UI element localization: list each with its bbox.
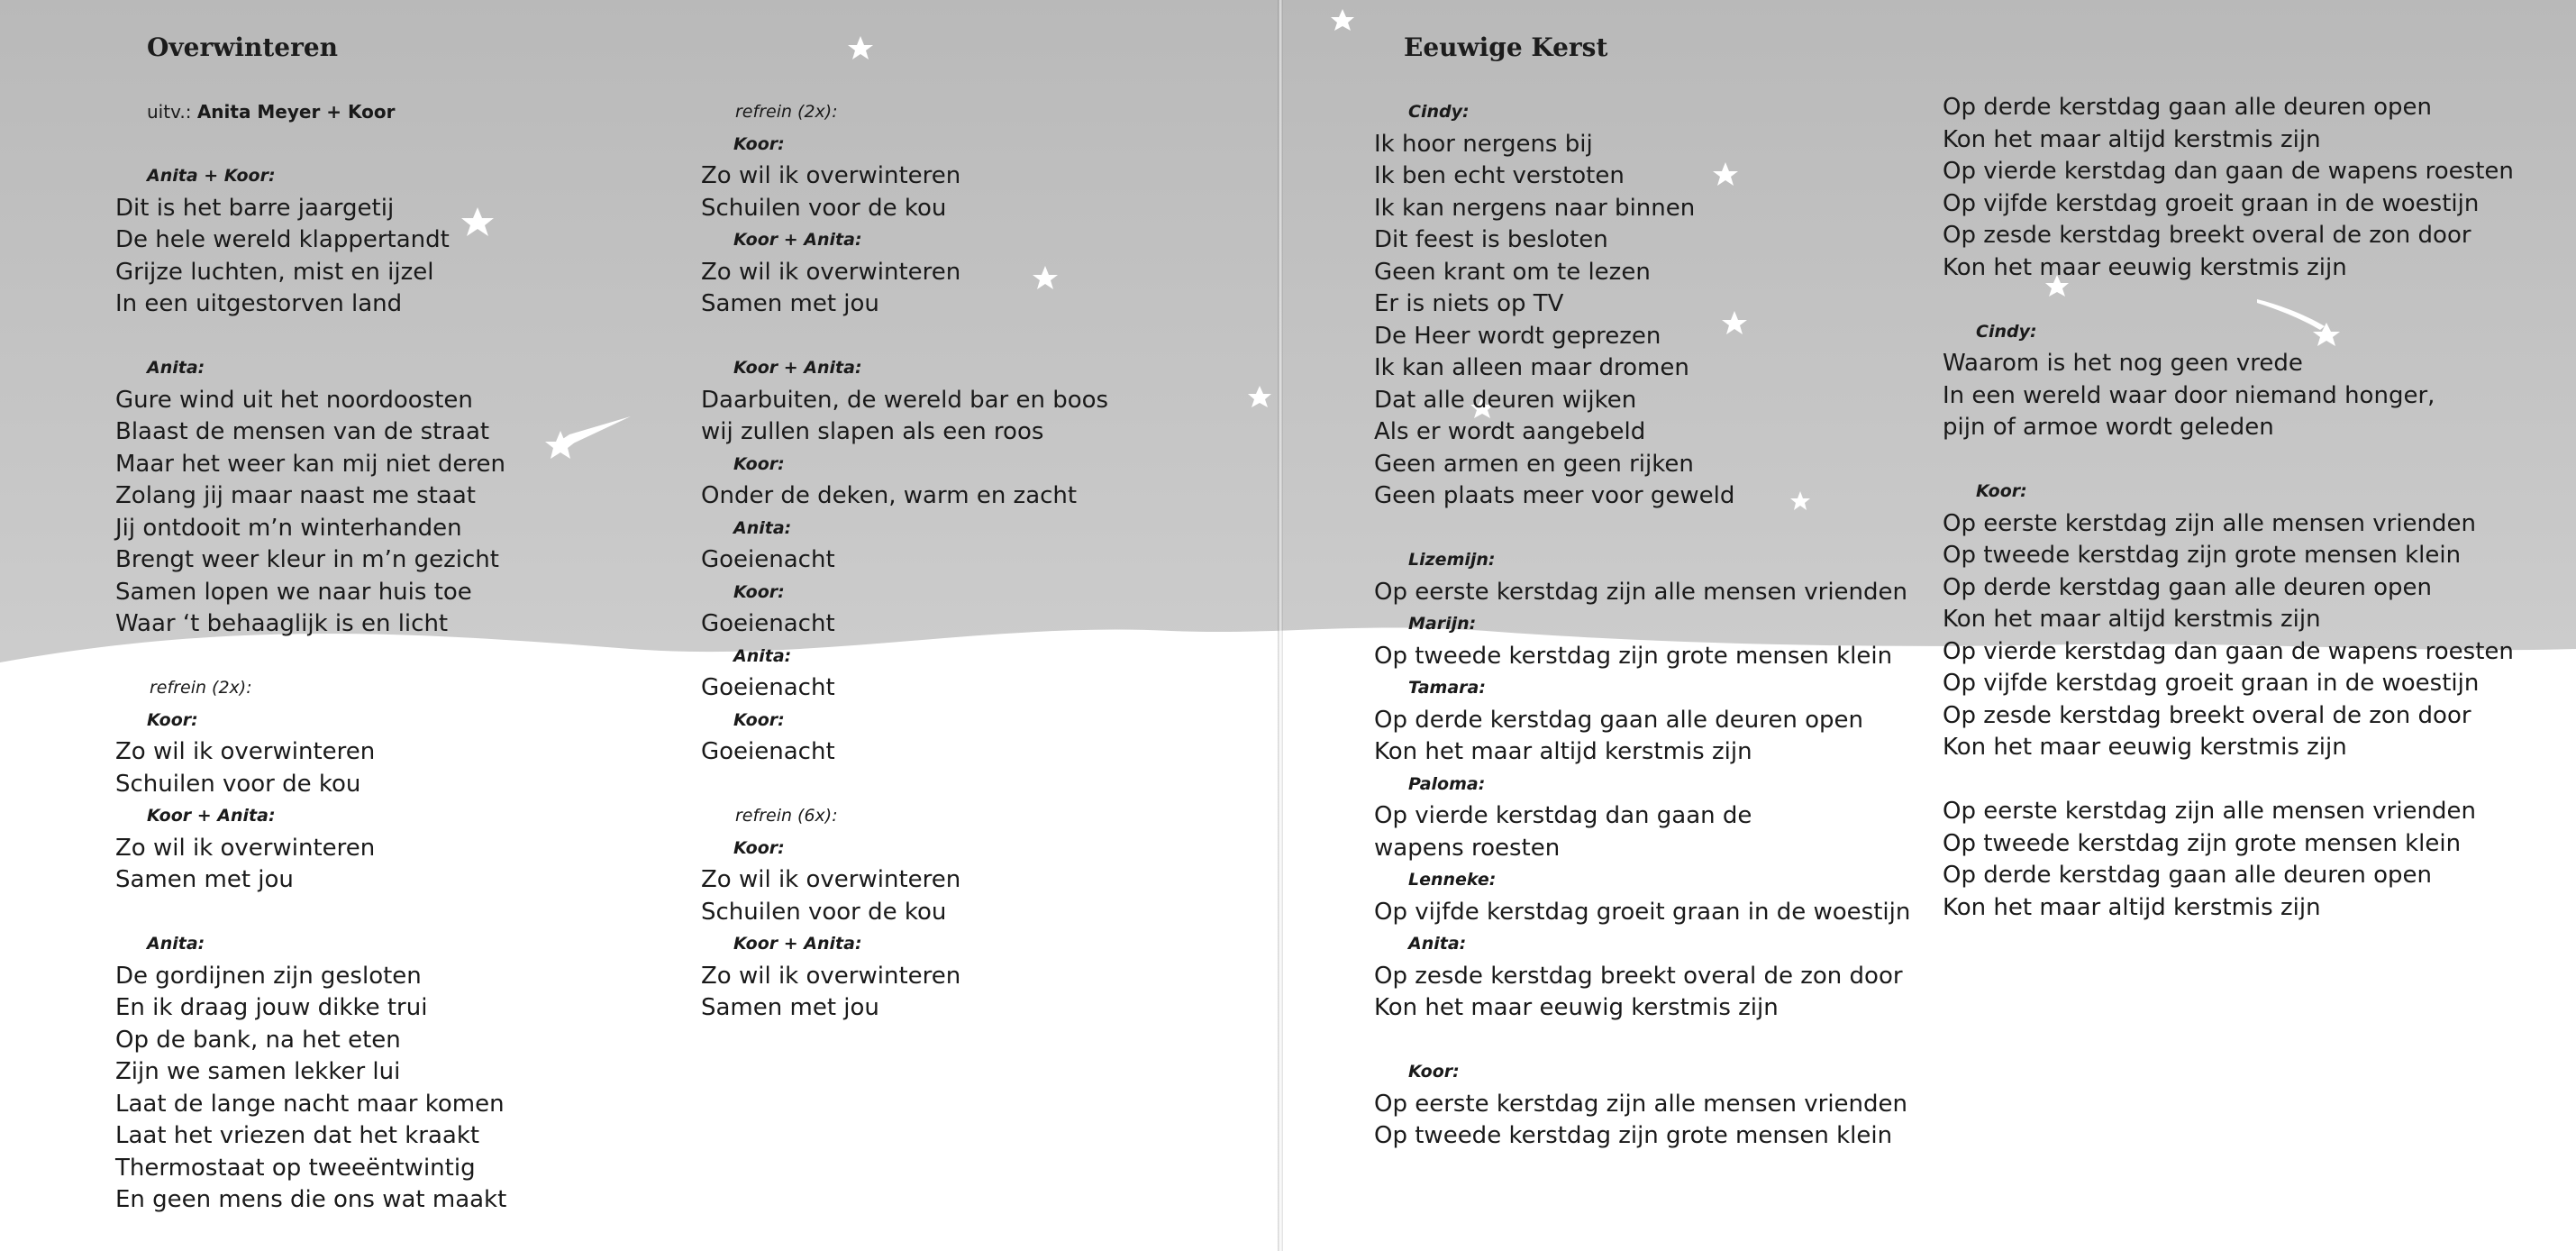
- lyric-line: In een wereld waar door niemand honger,: [1943, 381, 2435, 409]
- lyric-line: Goeienacht: [701, 738, 835, 765]
- singer-label: Koor + Anita:: [733, 934, 862, 954]
- credit-prefix: uitv.:: [147, 101, 192, 123]
- lyric-line: Op derde kerstdag gaan alle deuren open: [1943, 94, 2432, 121]
- lyric-line: Laat de lange nacht maar komen: [115, 1090, 505, 1118]
- lyric-line: Op eerste kerstdag zijn alle mensen vrienden: [1374, 578, 1907, 606]
- stanza-gap: [1943, 284, 2514, 316]
- lyric-line: Op vierde kerstdag dan gaan de: [1374, 802, 1752, 829]
- refrain-label: refrein (2x):: [735, 102, 838, 122]
- lyric-line: Op vierde kerstdag dan gaan de wapens roesten: [1943, 158, 2514, 185]
- lyric-line: Kon het maar eeuwig kerstmis zijn: [1374, 994, 1779, 1021]
- singer-label: Marijn:: [1408, 614, 1477, 634]
- lyric-line: Brengt weer kleur in m’n gezicht: [115, 546, 499, 573]
- lyric-line: Zolang jij maar naast me staat: [115, 482, 476, 509]
- stanza-gap: [1943, 764, 2514, 797]
- singer-label: Paloma:: [1408, 773, 1486, 794]
- lyric-line: Geen plaats meer voor geweld: [1374, 482, 1735, 509]
- lyrics-column-left-1: [115, 160, 506, 1217]
- singer-label: Koor + Anita:: [147, 806, 276, 826]
- singer-label: Koor + Anita:: [733, 230, 862, 250]
- lyric-line: pijn of armoe wordt geleden: [1943, 414, 2274, 441]
- lyric-line: Ik kan nergens naar binnen: [1374, 194, 1696, 222]
- stanza-gap: [1374, 1025, 1910, 1057]
- lyric-line: Op tweede kerstdag zijn grote mensen klein: [1374, 642, 1893, 670]
- singer-label: Koor:: [733, 581, 785, 602]
- lyric-line: Op tweede kerstdag zijn grote mensen klein: [1374, 1122, 1893, 1149]
- lyric-line: Geen krant om te lezen: [1374, 258, 1651, 286]
- lyric-line: Zo wil ik overwinteren: [701, 866, 961, 893]
- credit-name: Anita Meyer + Koor: [196, 101, 396, 123]
- lyric-line: Zo wil ik overwinteren: [701, 962, 961, 990]
- singer-label: Cindy:: [1976, 321, 2037, 342]
- lyric-line: Daarbuiten, de wereld bar en boos: [701, 386, 1109, 414]
- lyric-line: Op eerste kerstdag zijn alle mensen vrienden: [1943, 509, 2476, 537]
- lyric-line: Kon het maar eeuwig kerstmis zijn: [1943, 734, 2347, 761]
- lyric-line: Goeienacht: [701, 546, 835, 573]
- lyrics-column-right-1: [1374, 96, 1910, 1153]
- singer-label: Lizemijn:: [1408, 550, 1496, 570]
- stanza-gap: [1943, 444, 2514, 477]
- singer-label: Cindy:: [1408, 102, 1470, 122]
- singer-label: Koor:: [733, 709, 785, 730]
- lyric-line: Samen met jou: [701, 290, 879, 317]
- singer-label: Koor:: [733, 837, 785, 858]
- lyrics-column-left-2: [701, 96, 1108, 1025]
- lyric-line: Grijze luchten, mist en ijzel: [115, 258, 434, 286]
- stanza-gap: [115, 321, 506, 353]
- lyric-line: Kon het maar altijd kerstmis zijn: [1374, 738, 1752, 765]
- lyric-line: Kon het maar altijd kerstmis zijn: [1943, 893, 2321, 921]
- lyric-line: Ik kan alleen maar dromen: [1374, 354, 1689, 381]
- lyric-line: Waar ‘t behaaglijk is en licht: [115, 610, 449, 637]
- lyric-line: Als er wordt aangebeld: [1374, 418, 1646, 445]
- lyric-line: Op zesde kerstdag breekt overal de zon door: [1943, 222, 2471, 249]
- singer-label: Koor:: [733, 453, 785, 474]
- lyric-line: Ik ben echt verstoten: [1374, 162, 1625, 189]
- lyric-line: Dat alle deuren wijken: [1374, 386, 1637, 414]
- lyric-line: Zo wil ik overwinteren: [701, 258, 961, 286]
- lyric-line: Jij ontdooit m’n winterhanden: [115, 514, 462, 542]
- lyric-line: Op tweede kerstdag zijn grote mensen klein: [1943, 829, 2462, 857]
- lyric-line: Dit feest is besloten: [1374, 226, 1608, 253]
- lyric-line: Op zesde kerstdag breekt overal de zon door: [1943, 701, 2471, 729]
- singer-label: Anita:: [733, 517, 792, 538]
- lyric-line: Er is niets op TV: [1374, 290, 1564, 317]
- lyric-line: wij zullen slapen als een roos: [701, 418, 1044, 445]
- singer-label: Anita:: [147, 934, 205, 954]
- lyric-line: Op eerste kerstdag zijn alle mensen vrienden: [1374, 1090, 1907, 1118]
- lyric-line: Op derde kerstdag gaan alle deuren open: [1943, 573, 2432, 601]
- song-title-eeuwige-kerst: Eeuwige Kerst: [1404, 32, 1608, 62]
- lyric-line: Schuilen voor de kou: [115, 770, 361, 798]
- singer-label: Koor:: [147, 709, 198, 730]
- lyric-line: In een uitgestorven land: [115, 290, 403, 317]
- stanza-gap: [1374, 513, 1910, 545]
- lyric-line: De gordijnen zijn gesloten: [115, 962, 422, 990]
- lyric-line: De hele wereld klappertandt: [115, 226, 450, 253]
- lyric-line: Zo wil ik overwinteren: [115, 834, 376, 862]
- refrain-label: refrein (2x):: [150, 678, 252, 698]
- lyric-line: Kon het maar altijd kerstmis zijn: [1943, 125, 2321, 153]
- lyric-line: Ik hoor nergens bij: [1374, 130, 1593, 158]
- lyric-line: Op tweede kerstdag zijn grote mensen klein: [1943, 542, 2462, 569]
- lyric-line: En geen mens die ons wat maakt: [115, 1186, 507, 1213]
- singer-label: Koor + Anita:: [733, 358, 862, 378]
- credit-line: [147, 96, 396, 129]
- lyric-line: Onder de deken, warm en zacht: [701, 482, 1078, 509]
- singer-label: Tamara:: [1408, 678, 1486, 698]
- singer-label: Anita + Koor:: [147, 166, 276, 186]
- singer-label: Anita:: [1408, 934, 1467, 954]
- lyrics-column-right-2: [1943, 92, 2514, 924]
- singer-label: Anita:: [733, 645, 792, 666]
- singer-label: Koor:: [1976, 481, 2027, 501]
- song-title-overwinteren: Overwinteren: [147, 32, 338, 62]
- lyric-line: Samen met jou: [115, 866, 294, 893]
- lyric-line: Goeienacht: [701, 610, 835, 637]
- lyric-line: Samen lopen we naar huis toe: [115, 578, 472, 606]
- lyric-line: Zo wil ik overwinteren: [115, 738, 376, 765]
- lyric-line: Op derde kerstdag gaan alle deuren open: [1943, 862, 2432, 889]
- lyric-line: Kon het maar eeuwig kerstmis zijn: [1943, 253, 2347, 281]
- page-fold: [1278, 0, 1283, 1251]
- lyric-line: Dit is het barre jaargetij: [115, 194, 395, 222]
- lyric-line: Schuilen voor de kou: [701, 898, 947, 926]
- lyric-line: Geen armen en geen rijken: [1374, 450, 1694, 478]
- lyric-line: Schuilen voor de kou: [701, 194, 947, 222]
- stanza-gap: [115, 897, 506, 929]
- lyric-line: Zijn we samen lekker lui: [115, 1058, 401, 1085]
- lyric-line: Op vijfde kerstdag groeit graan in de woestijn: [1943, 670, 2480, 697]
- singer-label: Lenneke:: [1408, 870, 1497, 890]
- lyric-line: Kon het maar altijd kerstmis zijn: [1943, 606, 2321, 633]
- singer-label: Koor:: [733, 133, 785, 154]
- lyric-line: Op vijfde kerstdag groeit graan in de woestijn: [1943, 189, 2480, 217]
- lyric-line: Waarom is het nog geen vrede: [1943, 350, 2303, 377]
- lyric-line: Blaast de mensen van de straat: [115, 418, 490, 445]
- lyric-line: Gure wind uit het noordoosten: [115, 386, 473, 414]
- singer-label: Anita:: [147, 358, 205, 378]
- stanza-gap: [115, 641, 506, 673]
- lyric-line: Samen met jou: [701, 994, 879, 1021]
- lyric-line: Maar het weer kan mij niet deren: [115, 450, 505, 478]
- lyric-line: De Heer wordt geprezen: [1374, 322, 1661, 350]
- lyric-line: Op vijfde kerstdag groeit graan in de woestijn: [1374, 898, 1911, 926]
- lyric-line: Laat het vriezen dat het kraakt: [115, 1122, 480, 1149]
- lyric-line: Zo wil ik overwinteren: [701, 162, 961, 189]
- lyric-line: Op vierde kerstdag dan gaan de wapens roesten: [1943, 637, 2514, 665]
- lyric-line: Op eerste kerstdag zijn alle mensen vrienden: [1943, 798, 2476, 825]
- lyric-line: En ik draag jouw dikke trui: [115, 994, 428, 1021]
- lyric-line: Op zesde kerstdag breekt overal de zon door: [1374, 962, 1903, 990]
- lyric-line: Thermostaat op tweeëntwintig: [115, 1154, 476, 1182]
- stanza-gap: [701, 769, 1108, 801]
- lyric-line: Op de bank, na het eten: [115, 1026, 401, 1054]
- singer-label: Koor:: [1408, 1062, 1460, 1082]
- lyric-line: Op derde kerstdag gaan alle deuren open: [1374, 706, 1863, 734]
- lyric-line: wapens roesten: [1374, 834, 1561, 862]
- stanza-gap: [701, 321, 1108, 353]
- refrain-label: refrein (6x):: [735, 806, 838, 826]
- lyric-line: Goeienacht: [701, 674, 835, 701]
